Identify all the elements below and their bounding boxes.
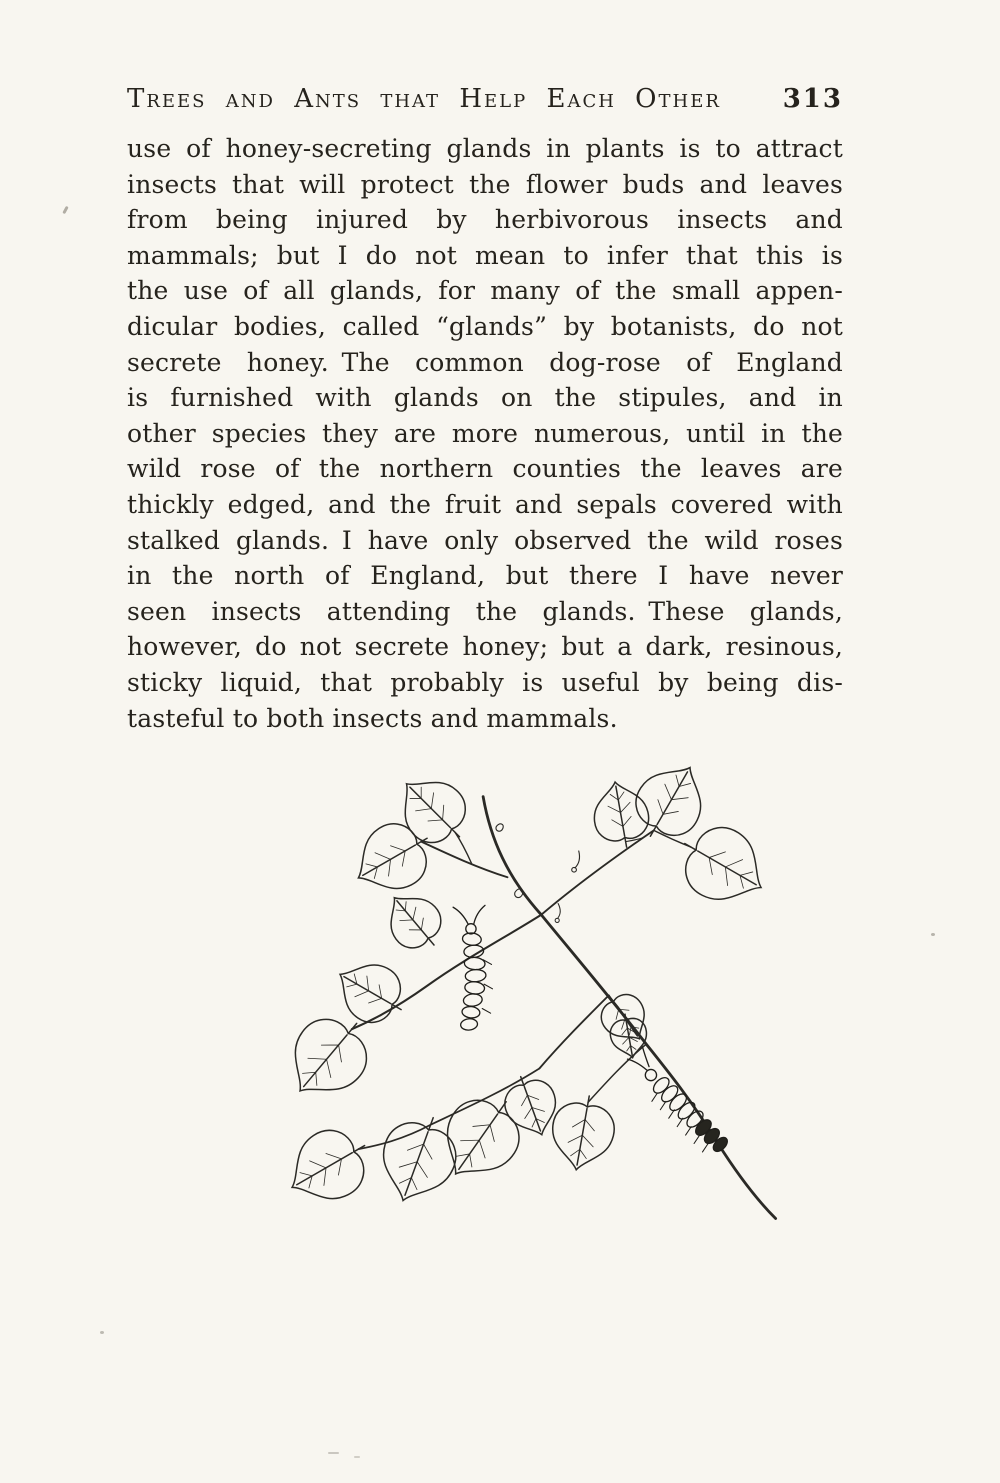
text-line: sticky liquid, that probably is useful by being dis- (127, 667, 843, 697)
text-line: insects that will protect the flower buds and leaves (127, 169, 843, 199)
scan-speck (931, 933, 935, 936)
scan-speck (62, 206, 68, 214)
running-title: Trees and Ants that Help Each Other (127, 84, 721, 114)
text-line: in the north of England, but there I have never (127, 561, 843, 591)
caterpillar-upper (453, 905, 492, 1031)
scan-speck (354, 1456, 360, 1458)
text-line: secrete honey. The common dog-rose of England (127, 347, 843, 377)
branch-caterpillar-illustration (185, 766, 785, 1266)
scan-speck (328, 1452, 339, 1454)
text-line: wild rose of the northern counties the leaves are (127, 454, 843, 484)
scan-speck (100, 1331, 104, 1334)
text-line: other species they are more numerous, until in the (127, 418, 843, 448)
text-line: mammals; but I do not mean to infer that this is (127, 240, 843, 270)
text-line: the use of all glands, for many of the small appen- (127, 276, 843, 306)
text-line: tasteful to both insects and mammals. (127, 703, 618, 733)
text-line: seen insects attending the glands. These glands, (127, 596, 843, 626)
branch-illustration-svg (185, 766, 785, 1266)
text-line: dicular bodies, called “glands” by botanists, do not (127, 311, 843, 341)
text-line: from being injured by herbivorous insects and (127, 205, 843, 235)
body-text (127, 131, 843, 736)
caterpillar-lower (628, 1047, 730, 1154)
text-line: thickly edged, and the fruit and sepals covered with (127, 489, 843, 519)
text-line: stalked glands. I have only observed the wild roses (127, 525, 843, 555)
text-line: use of honey-secreting glands in plants is to attract (127, 134, 843, 163)
text-line: is furnished with glands on the stipules, and in (127, 383, 843, 413)
text-line: however, do not secrete honey; but a dark, resinous, (127, 632, 843, 662)
page-number: 313 (782, 84, 843, 114)
page-header (127, 84, 843, 114)
